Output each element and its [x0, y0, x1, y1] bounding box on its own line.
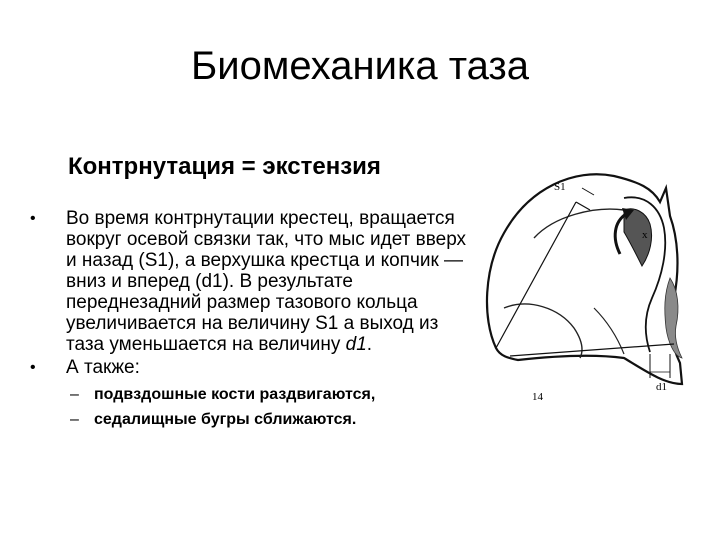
sub-bullet-text: седалищные бугры сближаются. [94, 411, 357, 428]
sub-bullet-item [70, 407, 470, 432]
bullet-glyph: • [30, 210, 36, 227]
label-d1: d1 [656, 381, 667, 393]
bullet-glyph: • [30, 359, 36, 376]
inlet-diameter-line [496, 202, 576, 348]
s1-tick [582, 188, 594, 195]
dash-glyph: – [70, 411, 79, 428]
s1-marker [576, 202, 590, 210]
label-s1: S1 [554, 181, 566, 193]
bullet-list [30, 208, 470, 432]
slide-title: Биомеханика таза [191, 44, 529, 88]
label-x: x [642, 229, 648, 241]
label-plate-number: 14 [532, 391, 543, 403]
bullet-item-contranutation [30, 208, 470, 355]
coccyx-shading [665, 278, 682, 358]
bullet-item-also [30, 357, 470, 432]
slide-subtitle: Контрнутация = экстензия [68, 153, 381, 180]
pelvis-illustration [474, 158, 714, 418]
bullet-text-emphasis: d1 [345, 334, 367, 355]
sub-bullet-text: подвздошные кости раздвигаются, [94, 386, 376, 403]
bullet-text: А также: [66, 357, 140, 378]
dash-glyph: – [70, 386, 79, 403]
sub-bullet-list [70, 382, 470, 432]
sub-bullet-item [70, 382, 470, 407]
bullet-text: Во время контрнутации крестец, вращается вокруг осевой связки так, что мыс идет вверх и назад (S1), а верхушка крестца и копчик — вниз и вперед (d1). В результате переднезадний размер тазового кольца увеличивается на величину S1 а выход из таза уменьшается на величину [66, 208, 467, 355]
ischial-contour [594, 308, 624, 354]
bullet-text-end: . [366, 334, 373, 355]
